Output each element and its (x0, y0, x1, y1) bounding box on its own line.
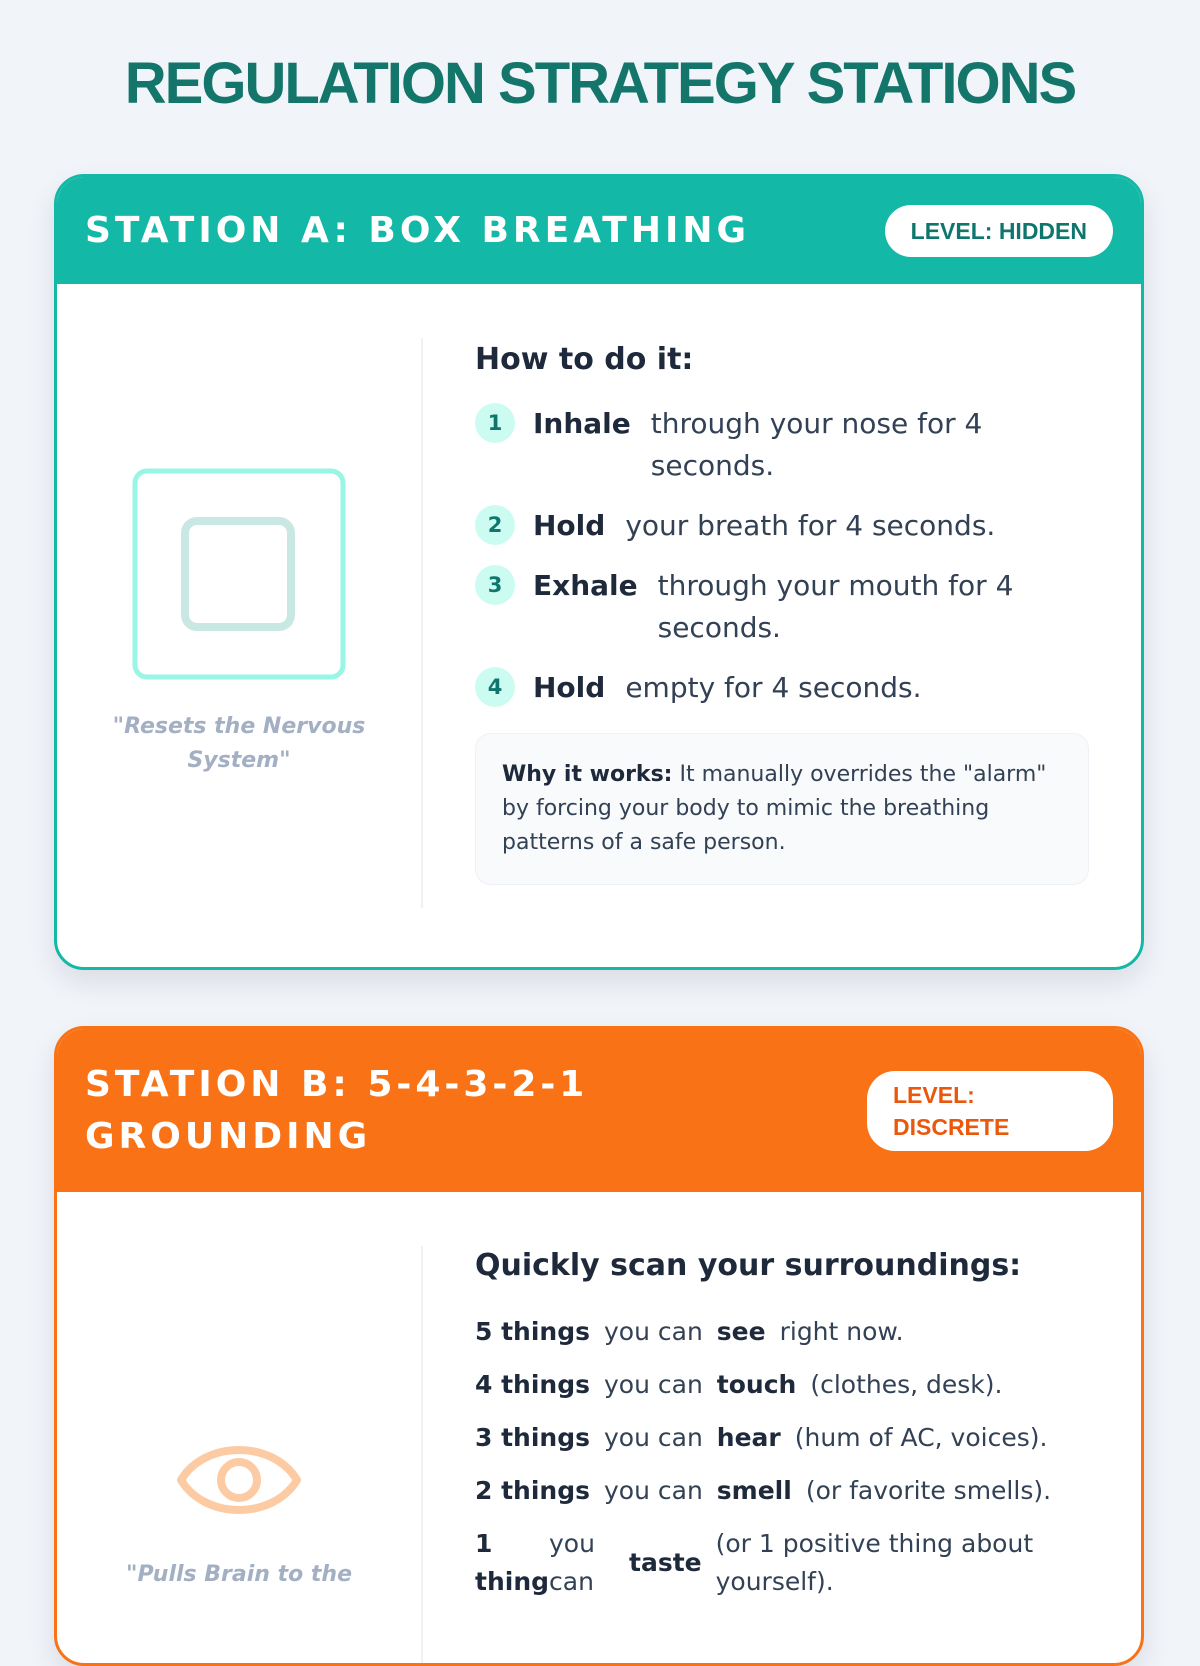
item-count: 1 thing (475, 1529, 550, 1596)
station-a-illustration-panel (57, 468, 421, 778)
station-b-title: STATION B: 5-4-3-2-1 GROUNDING (85, 1063, 589, 1157)
station-a-heading: How to do it: (475, 342, 694, 377)
station-b-divider (421, 1246, 423, 1666)
eye-icon (177, 1432, 301, 1528)
station-b-caption: "Pulls Brain to the (125, 1562, 352, 1587)
item-sense: hear (716, 1423, 781, 1452)
step-text: your breath for 4 seconds. (625, 509, 996, 542)
item-detail: (clothes, desk). (810, 1370, 1003, 1399)
step-item (475, 505, 1095, 547)
why-it-works-box (475, 733, 1089, 885)
station-a-title: STATION A: BOX BREATHING (85, 209, 751, 251)
step-item (475, 403, 1095, 487)
station-a-caption: "Resets the Nervous System" (112, 714, 366, 773)
item-sense: taste (629, 1548, 702, 1577)
why-it-works-label: Why it works: (502, 762, 673, 787)
step-verb: Inhale (533, 407, 631, 440)
station-b-level-badge: LEVEL: DISCRETE (867, 1071, 1113, 1151)
list-item (475, 1366, 1095, 1404)
station-b-illustration-panel (57, 1432, 421, 1592)
station-a-instructions (475, 342, 1095, 885)
step-text: empty for 4 seconds. (625, 671, 922, 704)
item-count: 4 things (475, 1370, 590, 1399)
item-sense: see (716, 1317, 766, 1346)
station-b-instructions (475, 1248, 1095, 1616)
item-sense: smell (716, 1476, 792, 1505)
step-number-badge: 1 (475, 403, 515, 443)
item-connector: you can (604, 1476, 703, 1505)
item-connector: you can (604, 1317, 703, 1346)
station-b-card (54, 1026, 1144, 1666)
box-breathing-square-icon (132, 468, 346, 680)
step-text: through your mouth for 4 seconds. (657, 569, 1014, 644)
item-connector: you can (604, 1370, 703, 1399)
item-detail: (or favorite smells). (805, 1476, 1052, 1505)
station-a-steps (475, 403, 1095, 709)
step-text: through your nose for 4 seconds. (650, 407, 983, 482)
station-a-header (57, 177, 1141, 284)
step-item (475, 667, 1095, 709)
item-connector: you can (604, 1423, 703, 1452)
list-item (475, 1419, 1095, 1457)
item-detail: right now. (779, 1317, 904, 1346)
step-verb: Exhale (533, 569, 638, 602)
step-verb: Hold (533, 671, 606, 704)
station-a-card (54, 174, 1144, 970)
step-verb: Hold (533, 509, 606, 542)
step-item (475, 565, 1095, 649)
station-b-header (57, 1029, 1141, 1192)
item-sense: touch (716, 1370, 797, 1399)
page-title: REGULATION STRATEGY STATIONS (124, 51, 1076, 116)
list-item (475, 1472, 1095, 1510)
item-count: 2 things (475, 1476, 590, 1505)
list-item (475, 1313, 1095, 1351)
grounding-list (475, 1313, 1095, 1601)
item-connector: you can (549, 1529, 595, 1596)
why-it-works-text: It manually overrides the "alarm" by forcing your body to mimic the breathing patterns of a safe person. (502, 762, 1047, 855)
item-count: 5 things (475, 1317, 590, 1346)
item-detail: (or 1 positive thing about yourself). (715, 1529, 1034, 1596)
station-b-heading: Quickly scan your surroundings: (475, 1248, 1022, 1283)
station-a-level-badge: LEVEL: HIDDEN (885, 205, 1113, 257)
step-number-badge: 3 (475, 565, 515, 605)
step-number-badge: 2 (475, 505, 515, 545)
item-count: 3 things (475, 1423, 590, 1452)
item-detail: (hum of AC, voices). (794, 1423, 1048, 1452)
list-item (475, 1525, 1095, 1601)
step-number-badge: 4 (475, 667, 515, 707)
station-a-divider (421, 338, 423, 908)
